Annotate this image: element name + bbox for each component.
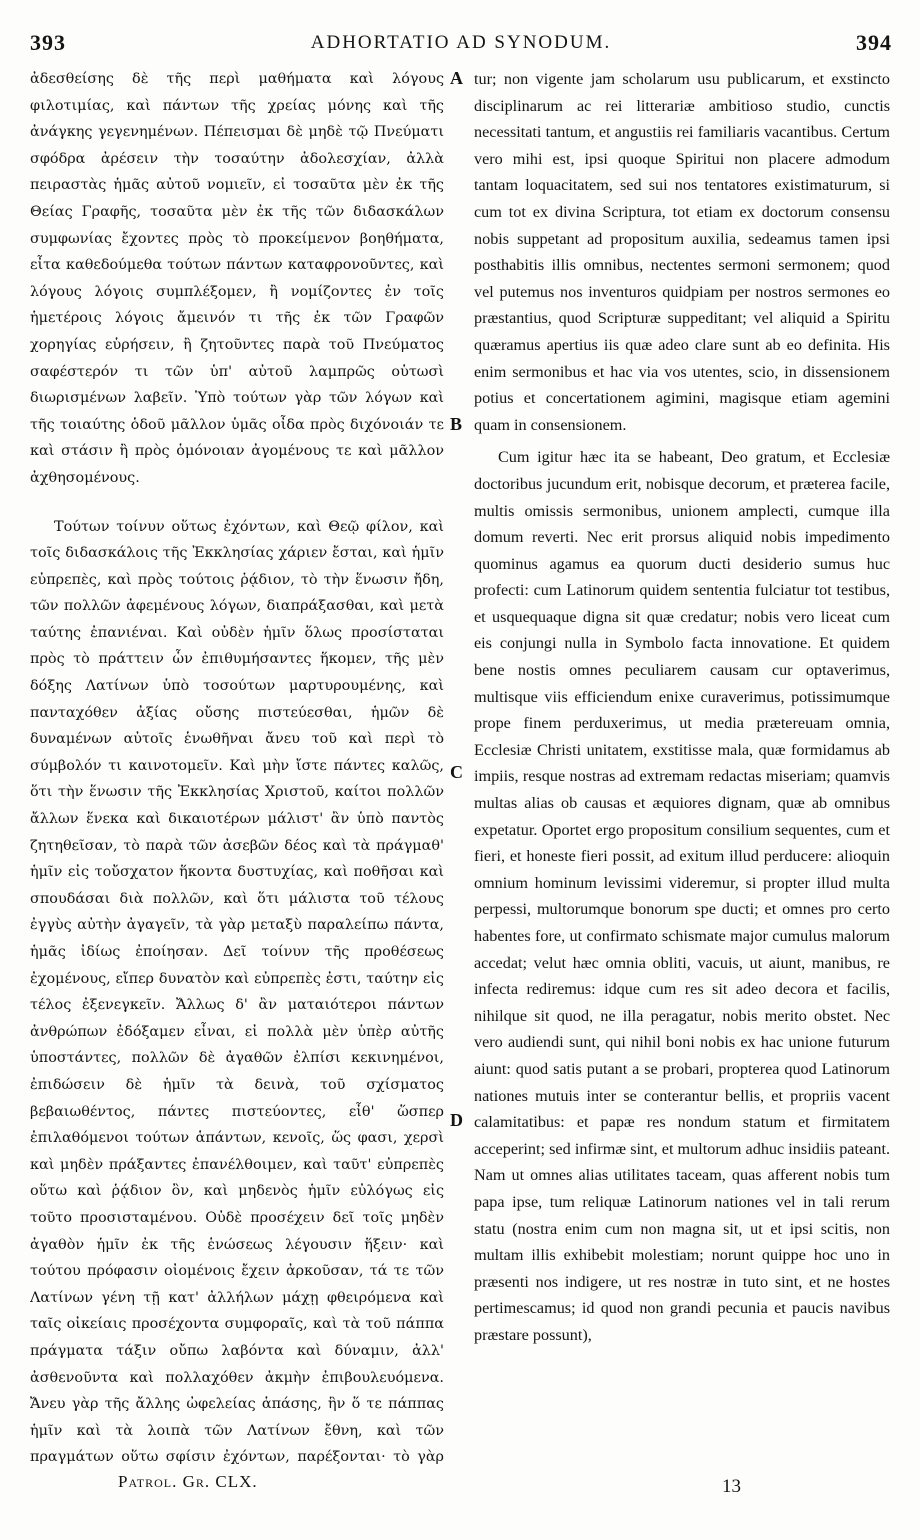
margin-letter-b: B: [450, 414, 463, 434]
margin-letter-d: D: [450, 1110, 463, 1130]
greek-paragraph-2: Τούτων τοίνυν οὕτως ἐχόντων, καὶ Θεῷ φίλον, καὶ τοῖς διδασκάλοις τῆς Ἐκκλησίας χάριεν ἔσται, καὶ ἡμῖν εὐπρεπὲς, καὶ πρὸς τούτοις ῥᾴδιον, τὸ τὴν ἕνωσιν ἤδη, τῶν πολλῶν ἀφεμένους λόγων, διαπράξασθαι, καὶ μετὰ ταύτης ἐπανιέναι. Καὶ οὐδὲν ἡμῖν ὅλως προσίσταται πρὸς τὸ πράττειν ὧν ἐπιθυμήσαντες ἥκομεν, τῆς μὲν δόξης Λατίνων ὑπὸ τοσούτων μαρτυρουμένης, καὶ πανταχόθεν ἀξίας οὔσης πιστεύεσθαι, ἡμῶν δὲ δυναμένων αὐτοῖς ἑνωθῆναι ἄνευ τοῦ καὶ περὶ τὸ σύμβολόν τι καινοτομεῖν. Καὶ μὴν ἴστε πάντες καλῶς, ὅτι τὴν ἕνωσιν τῆς Ἐκκλησίας Χριστοῦ, καίτοι πολλῶν ἄλλων ἕνεκα καὶ δικαιοτέρων μάλιστ' ἂν ὑπὸ παντὸς ζητηθεῖσαν, τὸ παρὰ τῶν ἀσεβῶν δέος καὶ τὰ πράγμαθ' ἡμῖν εἰς τοὔσχατον ἥκοντα δυστυχίας, καὶ ποθῆσαι καὶ σπουδάσαι διὰ πολλῶν, καὶ ὅτι μάλιστα τοῦ τέλους ἐγγὺς αὐτὴν ἀγαγεῖν, τὰ γὰρ μεταξὺ παραλείπω πάντα, ἡμᾶς ἰδίως ἐποίησαν. Δεῖ τοίνυν τῆς προθέσεως ἐχομένους, εἴπερ δυνατὸν καὶ εὐπρεπὲς ἐστι, ταύτην εἰς τέλος ἐξενεγκεῖν. Ἄλλως δ' ἂν ματαιότεροι πάντων ἀνθρώπων ἐδόξαμεν εἶναι, εἰ πολλὰ μὲν ὑπὲρ αὐτῆς ὑποστάντες, πολλῶν δὲ ἀγαθῶν ἐλπίσι κεκινημένοι, ἐπιδώσειν δὲ ἡμῖν τὰ δεινὰ, τοῦ σχίσματος βεβαιωθέντος, πάντες πιστεύοντες, εἶθ' ὥσπερ ἐπιλαθόμενοι τούτων ἁπάντων, κενοῖς, ὥς φασι, χερσὶ καὶ μηδὲν πράξαντες ἐπανέλθοιμεν, καὶ ταῦτ' εὐπρεπὲς οὕτω καὶ ῥᾴδιον ὂν, καὶ μηδενὸς ἡμῖν εὐλόγως εἰς τοῦτο προσισταμένου. Οὐδὲ προσέχειν δεῖ τοῖς μηδὲν ἀγαθὸν ἡμῖν ἐκ τῆς ἑνώσεως λέγουσιν ἥξειν· καὶ τούτου πρόφασιν οἰομένοις ἔχειν ἀρκοῦσαν, τά τε τῶν Λατίνων γένη τῇ κατ' ἀλλήλων μάχῃ φθειρόμενα καὶ ταῖς οἰκείαις προσέχοντα συμφοραῖς, καὶ τὰ τοῦ πάππα πράγματα τάξιν οὔπω λαβόντα καὶ δύναμιν, ἀλλ' ἀσθενοῦντα καὶ πολλαχόθεν ἀκμὴν ἐπιβουλευόμενα. Ἄνευ γὰρ τῆς ἄλλης ὠφελείας ἁπάσης, ἣν ὅ τε πάππας ἡμῖν καὶ τὰ λοιπὰ τῶν Λατίνων ἔθνη, καὶ τῶν πραγμάτων οὕτω σφίσιν ἐχόντων, παρέξονται· τὸ γὰρ: [30, 518, 444, 1466]
latin-paragraph-2: Cum igitur hæc ita se habeant, Deo gratum, et Ecclesiæ doctoribus jucundum erit, nobisque decorum, et præterea facile, multis omissis sermonibus, unionem amplecti, cumque illa domum reverti. Nec erit prorsus aliquid nobis impedimento quominus agamus ea quorum ducti desiderio sumus huc profecti: cum Latinorum quidem sententia fulciatur tot testibus, et usquequaque digna sit quæ credatur; nobis vero liceat cum eis conjungi nulla in Symbolo facta innovatione. Et quidem bene nostis omnes peculiarem causam cur optaverimus, multisque viis efficiendum enixe curaverimus, potissimumque prope finem perduxerimus, ut media prætereuam omnia, Ecclesiæ Christi unitatem, exstitisse mala, quæ formidamus ab impiis, resque nostras ad extremam redactas miseriam; quamvis multas alias ob causas et æquiores dignam, quæ ab omnibus expetatur. Oportet ergo propositum consilium sequentes, cum et fieri, et honeste fieri possit, ad exitum illud perducere: alioquin omnium hominum levissimi videremur, si propter illud multa perpessi, multorumque bonorum spe ducti; et omnes pro certo habentes fore, ut confirmato schismate major cumulus malorum accedat; velut hæc omnia obliti, vacuis, ut aiunt, manibus, re infecta rediremus: idque cum res sit adeo decora et facilis, nihilque sit quod, ne illa peragatur, nobis merito obstet. Nec vero audiendi sunt, qui nihil boni nobis ex hac unione futurum aiunt: quod satis putant a se probari, propterea quod Latinorum nationes mutuis inter se conterantur bellis, et propriis vacent calamitatibus: et papæ res nondum statum et firmitatem acceperint; sed infirmæ sint, et multorum adhuc insidiis pateant. Nam ut omnes alias utilitates taceam, quas afferent nobis tum papa ipse, tum reliquæ Latinorum nationes vel in tali rerum statu (nostra enim cum non magna sit, ut et ipsi scitis, non multam illis exhibebit molestiam; norunt quippe hoc uno in præsenti nos indigere, ut res nostræ in tuto sint, et ne hostes pertimescamus; id quod non grandi pecunia et paucis navibus præstare possunt),: [474, 448, 890, 1344]
page-header: [30, 30, 892, 62]
greek-paragraph-1: ἀδεσθείσης δὲ τῆς περὶ μαθήματα καὶ λόγους φιλοτιμίας, καὶ πάντων τῆς χρείας μόνης καὶ τῆς ἀνάγκης γεγενημένων. Πέπεισμαι δὲ μηδὲ τῷ Πνεύματι σφόδρα ἀρέσειν τὴν τοσαύτην ἀδολεσχίαν, ἀλλὰ πειραστὰς ἡμᾶς αὐτοῦ νομιεῖν, εἰ τοσαῦτα μὲν ἐκ τῆς Θείας Γραφῆς, τοσαῦτα μὲν ἐκ τῆς τῶν διδασκάλων συμφωνίας ἔχοντες πρὸς τὸ προκείμενον βοηθήματα, εἶτα καθεδούμεθα τούτων πάντων καταφρονοῦντες, καὶ λόγους λόγοις συμπλέξομεν, ἢ νομίζοντες ἐν τοῖς ἡμετέροις λόγοις ἄμεινόν τι τῆς ἐκ τῶν Γραφῶν χορηγίας εὑρήσειν, ἢ ζητοῦντες παρὰ τοῦ Πνεύματος σαφέστερόν τι τῶν ὑπ' αὐτοῦ λαμπρῶς οὑτωσὶ διωρισμένων λαβεῖν. Ὑπὸ τούτων γὰρ τῶν λόγων καὶ τῆς τοιαύτης ὁδοῦ μᾶλλον ὑμᾶς οἶδα πρὸς διχόνοιάν τε καὶ στάσιν ἢ πρὸς ὁμόνοιαν ἀγομένους τε καὶ μᾶλλον ἀχθησομένους.: [30, 71, 444, 486]
latin-paragraph-1: tur; non vigente jam scholarum usu publicarum, et exstincto disciplinarum ac rei litterariæ ambitioso studio, cunctis necessitati tantum, et angustiis rei familiaris vacantibus. Certum vero mihi est, ipsi quoque Spiritui non placere admodum tantam loquacitatem, sed sui nos tentatores existimaturum, si cum tot ex divina Scriptura, tot etiam ex doctorum consensu nobis suppetant ad propositum auxilia, sedeamus tamen ipsi posthabitis illis omnibus, nectentes sermoni sermonem; quod vel putemus nos inventuros quidpiam per nostros sermones eo præstantius, quod Scripturæ suppeditant; vel aliquid a Spiritu quæramus apertius iis quæ adeo clare sunt ab eo definita. His enim sermonibus et hac via vos utentes, scio, in dissensionem potius et concertationem agimini, magisque etiam agemini quam in consensionem.: [474, 70, 890, 434]
latin-column: [474, 66, 890, 1466]
running-title: ADHORTATIO AD SYNODUM.: [310, 32, 612, 53]
page-number-right: 394: [856, 30, 892, 55]
greek-column: [30, 66, 444, 1466]
margin-letter-a: A: [450, 68, 463, 88]
page-number-left: 393: [30, 30, 66, 55]
margin-letter-c: C: [450, 762, 463, 782]
source-line: Patrol. Gr. CLX.: [118, 1472, 258, 1491]
signature-mark: 13: [722, 1476, 741, 1497]
